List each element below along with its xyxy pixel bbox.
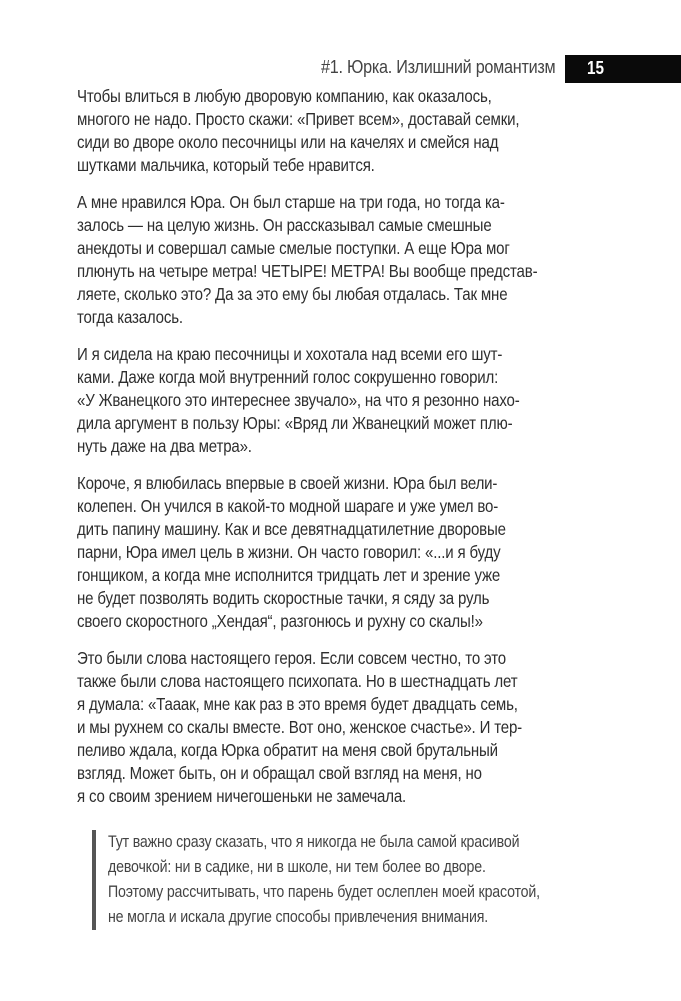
body-text [77, 85, 667, 930]
text-line: я со своим зрением ничегошеньки не замечала. [77, 786, 407, 806]
text-line: парни, Юра имел цель в жизни. Он часто говорил: «...и я буду [77, 542, 501, 562]
text-line: анекдоты и совершал самые смелые поступки. А еще Юра мог [77, 238, 510, 258]
text-line: я думала: «Тааак, мне как раз в это время будет двадцать семь, [77, 694, 518, 714]
text-line: гонщиком, а когда мне исполнится тридцать лет и зрение уже [77, 565, 501, 585]
text-line: Это были слова настоящего героя. Если совсем честно, то это [77, 648, 506, 668]
text-line: нуть даже на два метра». [77, 436, 252, 456]
text-line: сиди во дворе около песочницы или на качелях и смейся над [77, 132, 499, 152]
text-line: взгляд. Может быть, он и обращал свой взгляд на меня, но [77, 763, 482, 783]
text-line: многого не надо. Просто скажи: «Привет всем», доставай семки, [77, 109, 520, 129]
text-line: дила аргумент в пользу Юры: «Вряд ли Жванецкий может плю- [77, 413, 513, 433]
text-line: пеливо ждала, когда Юрка обратит на меня свой брутальный [77, 740, 498, 760]
text-line: Чтобы влиться в любую дворовую компанию, как оказалось, [77, 86, 492, 106]
text-line: не будет позволять водить скоростные тачки, я сяду за руль [77, 588, 490, 608]
paragraph-4 [77, 472, 667, 633]
text-line: залось — на целую жизнь. Он рассказывал самые смешные [77, 215, 492, 235]
text-line: и мы рухнем со скалы вместе. Вот оно, женское счастье». И тер- [77, 717, 523, 737]
quote-line: девочкой: ни в садике, ни в школе, ни тем более во дворе. [108, 858, 486, 876]
quote-line: не могла и искала другие способы привлечения внимания. [108, 908, 488, 926]
text-line: также были слова настоящего психопата. Но в шестнадцать лет [77, 671, 518, 691]
text-line: А мне нравился Юра. Он был старше на три года, но тогда ка- [77, 192, 505, 212]
text-line: И я сидела на краю песочницы и хохотала над всеми его шут- [77, 344, 503, 364]
running-title: #1. Юрка. Излишний романтизм [320, 57, 555, 77]
text-line: своего скоростного „Хендая“, разгонюсь и рухну со скалы!» [77, 611, 483, 631]
text-line: шутками мальчика, который тебе нравится. [77, 155, 375, 175]
quote-line: Поэтому рассчитывать, что парень будет ослеплен моей красотой, [108, 883, 540, 901]
paragraph-1 [77, 85, 667, 177]
text-line: дить папину машину. Как и все девятнадцатилетние дворовые [77, 519, 506, 539]
text-line: колепен. Он учился в какой-то модной шараге и уже умел во- [77, 496, 499, 516]
quote-line: Тут важно сразу сказать, что я никогда не была самой красивой [108, 833, 520, 851]
text-line: Короче, я влюбилась впервые в своей жизни. Юра был вели- [77, 473, 498, 493]
text-line: тогда казалось. [77, 307, 183, 327]
paragraph-2 [77, 191, 667, 329]
text-line: плюнуть на четыре метра! ЧЕТЫРЕ! МЕТРА! Вы вообще представ- [77, 261, 538, 281]
paragraph-5 [77, 647, 667, 808]
text-line: «У Жванецкого это интереснее звучало», на что я резонно нахо- [77, 390, 520, 410]
page-number-box [565, 55, 681, 83]
text-line: ляете, сколько это? Да за это ему бы любая отдалась. Так мне [77, 284, 508, 304]
page-number: 15 [587, 58, 605, 78]
side-note-quote [92, 830, 667, 930]
text-line: ками. Даже когда мой внутренний голос сокрушенно говорил: [77, 367, 499, 387]
paragraph-3 [77, 343, 667, 458]
